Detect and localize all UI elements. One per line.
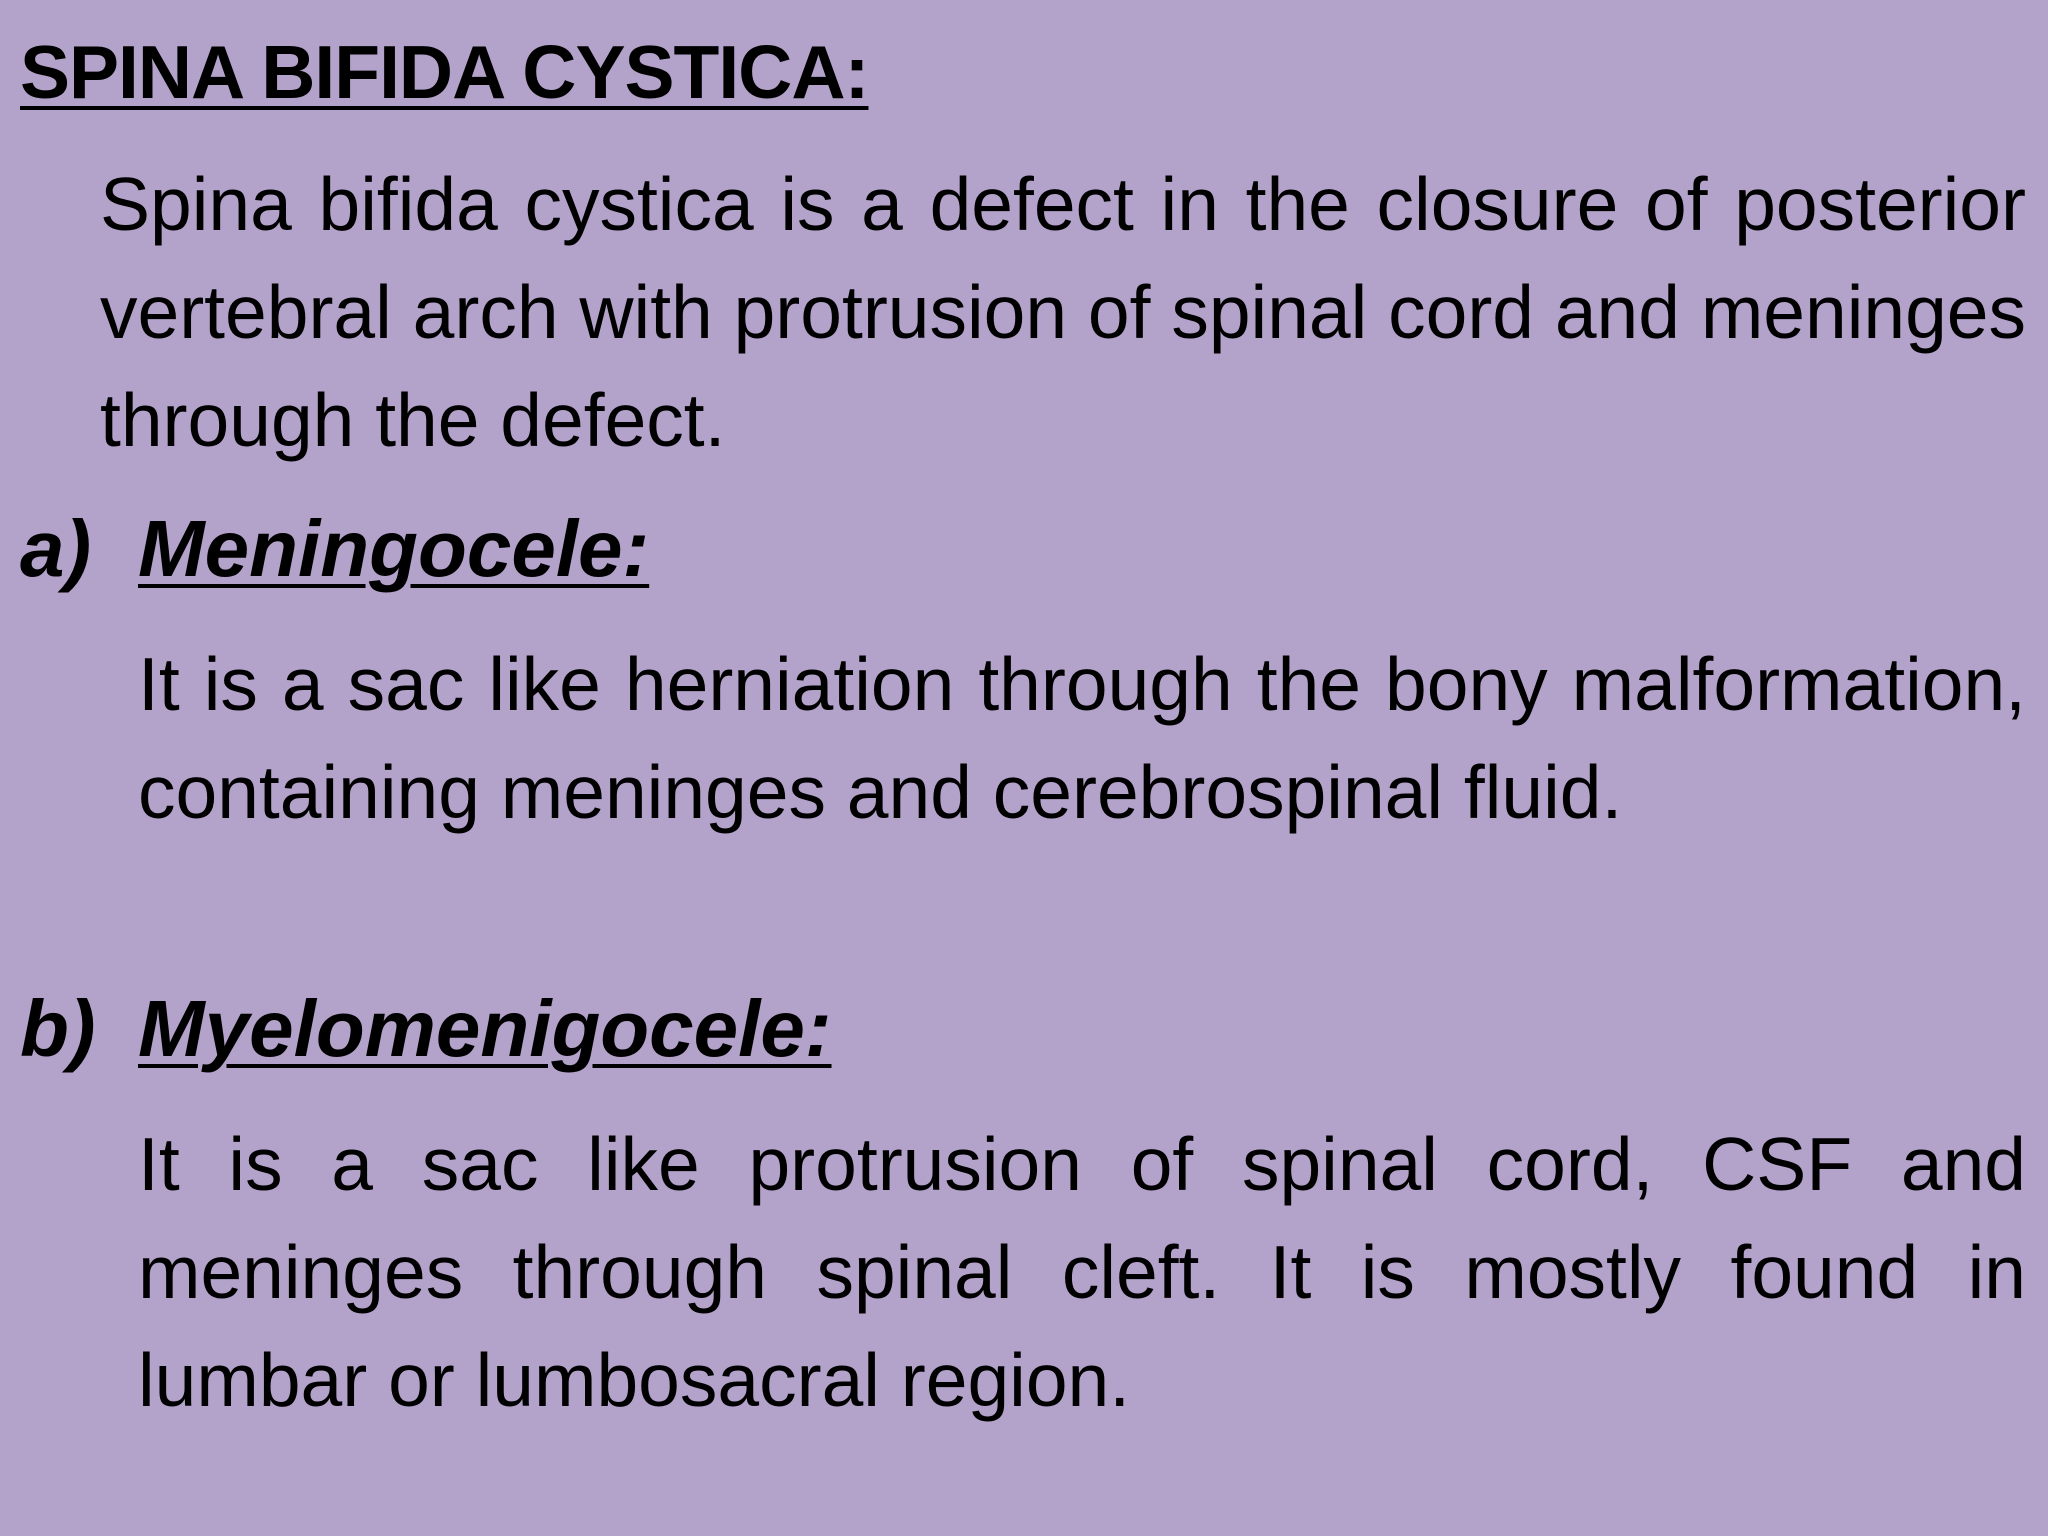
meningocele-paragraph: It is a sac like herniation through the bony malformation, containing meninges and cerebrospinal fluid. (138, 642, 2026, 834)
slide-title: SPINA BIFIDA CYSTICA: (20, 30, 869, 114)
list-marker: b) (20, 984, 96, 1073)
section-heading-meningocele (20, 495, 649, 603)
intro-paragraph: Spina bifida cystica is a defect in the closure of posterior vertebral arch with protrusion of spinal cord and meninges through the defect. (100, 162, 2027, 462)
section-heading-myelomenigocele (20, 975, 832, 1083)
heading-label: Meningocele: (138, 504, 650, 593)
list-marker: a) (20, 504, 92, 593)
myelomenigocele-paragraph: It is a sac like protrusion of spinal cord, CSF and meninges through spinal cleft. It is mostly found in lumbar or lumbosacral region. (138, 1122, 2026, 1422)
heading-label: Myelomenigocele: (138, 984, 832, 1073)
